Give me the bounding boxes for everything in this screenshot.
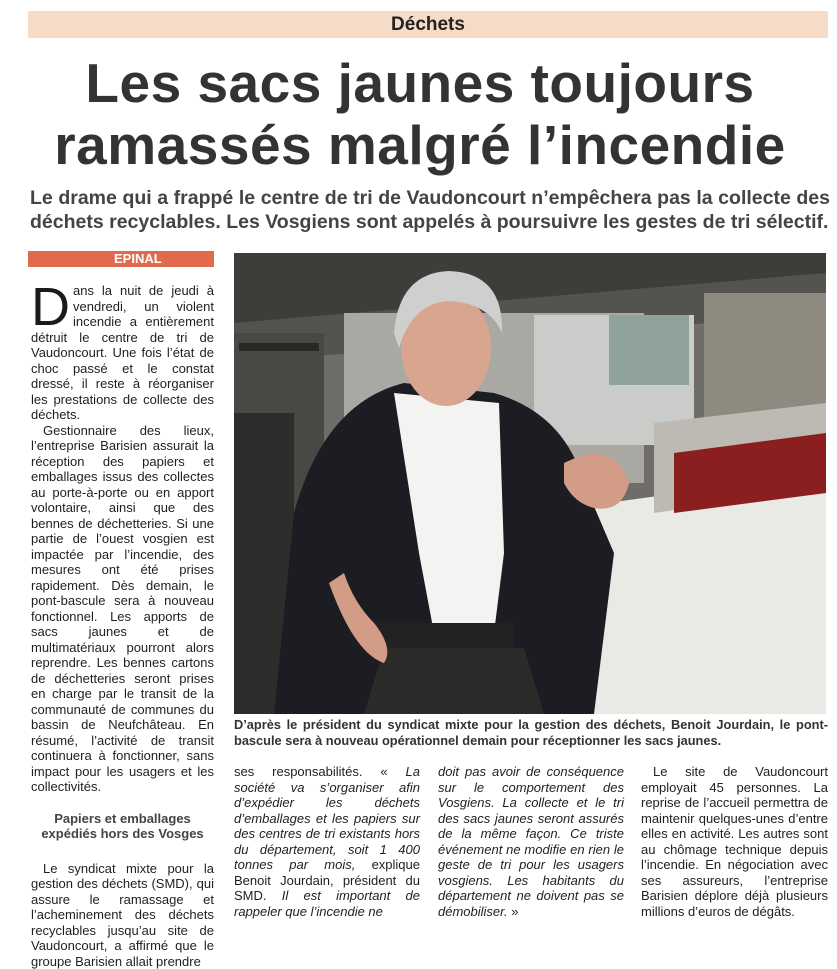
- paragraph-3: Le syndicat mixte pour la gestion des déchets (SMD), qui assure le ramassage et l’acheminement des déchets recyclables jusqu’au site de Vaudoncourt, a affirmé que le groupe Barisien allait prendre: [31, 861, 214, 969]
- column-2-text: [234, 764, 420, 919]
- col2-a: ses responsabilités. «: [234, 764, 388, 779]
- headline-line-1: Les sacs jaunes toujours: [20, 52, 820, 114]
- column-3-text: [438, 764, 624, 919]
- article-photo: [234, 253, 826, 714]
- paragraph-1: [31, 283, 214, 423]
- inter-title: Papiers et emballages expédiés hors des Vosges: [31, 811, 214, 841]
- article-column-3: [438, 764, 624, 919]
- article-column-1: [31, 283, 214, 969]
- article-column-2: [234, 764, 420, 919]
- quote-part-3: doit pas avoir de conséquence sur le comportement des Vosgiens. La collecte et le tri des sacs jaunes seront assurés de la même façon. Ce triste événement ne modifie en rien le geste de tri pour les usagers vosgiens. Les habitants du département ne doivent pas se démobiliser.: [438, 764, 624, 919]
- headline: [20, 52, 820, 176]
- paragraph-1-text: ans la nuit de jeudi à vendredi, un violent incendie a entièrement détruit le centre de tri de Vaudoncourt. Une fois l’état de choc passé et le constat dressé, il reste à réorganiser les prestations de collecte des déchets.: [31, 283, 214, 422]
- photo-man-speaking-illustration: [234, 253, 826, 714]
- section-rubric: Déchets: [28, 11, 828, 38]
- location-tag: EPINAL: [28, 251, 214, 267]
- quote-part-1: La société va s’organiser afin d’expédier les déchets d’emballages et les papiers sur des centres de tri existants hors du département, soit 1 400 tonnes par mois,: [234, 764, 420, 872]
- attribution: explique Benoit Jourdain, président du SMD.: [234, 857, 420, 903]
- lead-paragraph: Le drame qui a frappé le centre de tri de Vaudoncourt n’empêchera pas la collecte des déchets recyclables. Les Vosgiens sont appelés à poursuivre les gestes de tri sélectif.: [30, 186, 830, 234]
- photo-caption: D’après le président du syndicat mixte pour la gestion des déchets, Benoit Jourdain, le pont-bascule sera à nouveau opérationnel demain pour réceptionner les sacs jaunes.: [234, 717, 828, 749]
- column-4-text: Le site de Vaudoncourt employait 45 personnes. La reprise de l’accueil permettra de maintenir quelques-unes d’entre elles en activité. Les autres sont au chômage technique depuis l’incendie. En négociation avec ses assureurs, l’entreprise Barisien déplore déjà plusieurs millions d’euros de dégâts.: [641, 764, 828, 919]
- headline-line-2: ramassés malgré l’incendie: [20, 114, 820, 176]
- drop-cap: D: [31, 285, 73, 329]
- quote-part-2: Il est important de rappeler que l’incendie ne: [234, 888, 420, 919]
- paragraph-2: Gestionnaire des lieux, l’entreprise Barisien assurait la réception des papiers et emballages issus des collectes au porte-à-porte ou en apport volontaire, ainsi que des bennes de déchetteries. Si une partie de l’ouest vosgien est impactée par l’incendie, des mesures ont été prises rapidement. Dès demain, le pont-bascule sera à nouveau fonctionnel. Les apports de sacs jaunes et de multimatériaux pourront alors reprendre. Les bennes cartons de déchetteries seront prises en charge par le transit de la communauté de communes du bassin de Neufchâteau. En résumé, l’activité de transit continuera à fonctionner, sans impact pour les usagers et les collectivités.: [31, 423, 214, 795]
- quote-close: »: [511, 904, 518, 919]
- article-column-4: [641, 764, 828, 919]
